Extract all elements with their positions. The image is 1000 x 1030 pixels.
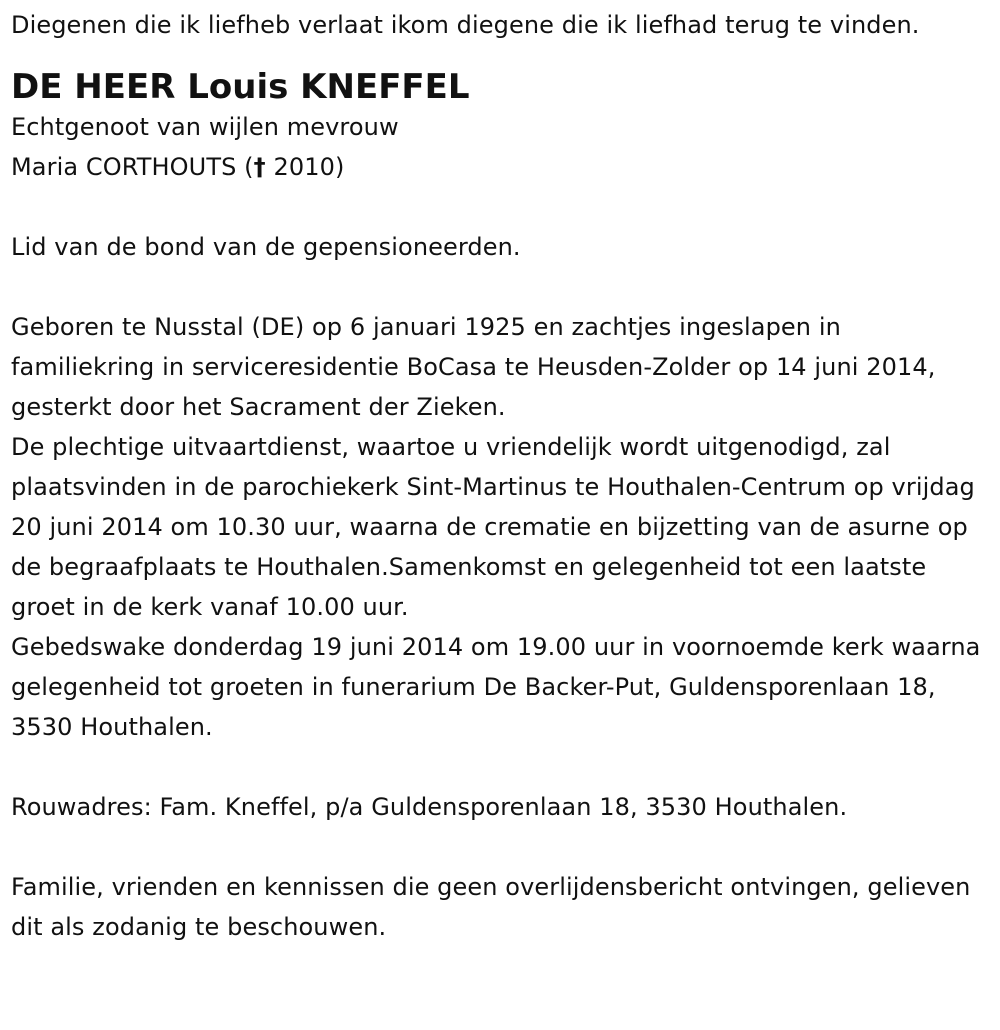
membership: Lid van de bond van de gepensioneerden. xyxy=(11,233,521,261)
spacer xyxy=(11,187,991,227)
birth-death-paragraph: Geboren te Nusstal (DE) op 6 januari 1925 en zachtjes ingeslapen in familiekring in serviceresidentie BoCasa te Heusden-Zolder op 14 juni 2014, gesterkt door het Sacrament der Zieken. xyxy=(11,313,936,421)
deceased-name: DE HEER Louis KNEFFEL xyxy=(11,67,470,107)
spouse-year: 2010) xyxy=(265,153,345,181)
wake-paragraph: Gebedswake donderdag 19 juni 2014 om 19.00 uur in voornoemde kerk waarna gelegenheid tot groeten in funerarium De Backer-Put, Guldensporenlaan 18, 3530 Houthalen. xyxy=(11,633,981,741)
spouse-label: Echtgenoot van wijlen mevrouw xyxy=(11,113,399,141)
spacer xyxy=(11,827,991,867)
spacer xyxy=(11,747,991,787)
obituary-notice xyxy=(11,5,991,947)
spouse-name-line xyxy=(11,147,991,187)
motto: Diegenen die ik liefheb verlaat ikom diegene die ik liefhad terug te vinden. xyxy=(11,11,920,39)
cross-icon: † xyxy=(253,153,266,181)
funeral-paragraph: De plechtige uitvaartdienst, waartoe u vriendelijk wordt uitgenodigd, zal plaatsvinden in de parochiekerk Sint-Martinus te Houthalen-Centrum op vrijdag 20 juni 2014 om 10.30 uur, waarna de crematie en bijzetting van de asurne op de begraafplaats te Houthalen.Samenkomst en gelegenheid tot een laatste groet in de kerk vanaf 10.00 uur. xyxy=(11,433,975,621)
spacer xyxy=(11,267,991,307)
spacer xyxy=(11,45,991,67)
spouse-name: Maria CORTHOUTS ( xyxy=(11,153,254,181)
spouse-line xyxy=(11,107,991,147)
mourning-address: Rouwadres: Fam. Kneffel, p/a Guldensporenlaan 18, 3530 Houthalen. xyxy=(11,793,848,821)
closing-paragraph: Familie, vrienden en kennissen die geen overlijdensbericht ontvingen, gelieven dit als zodanig te beschouwen. xyxy=(11,873,971,941)
